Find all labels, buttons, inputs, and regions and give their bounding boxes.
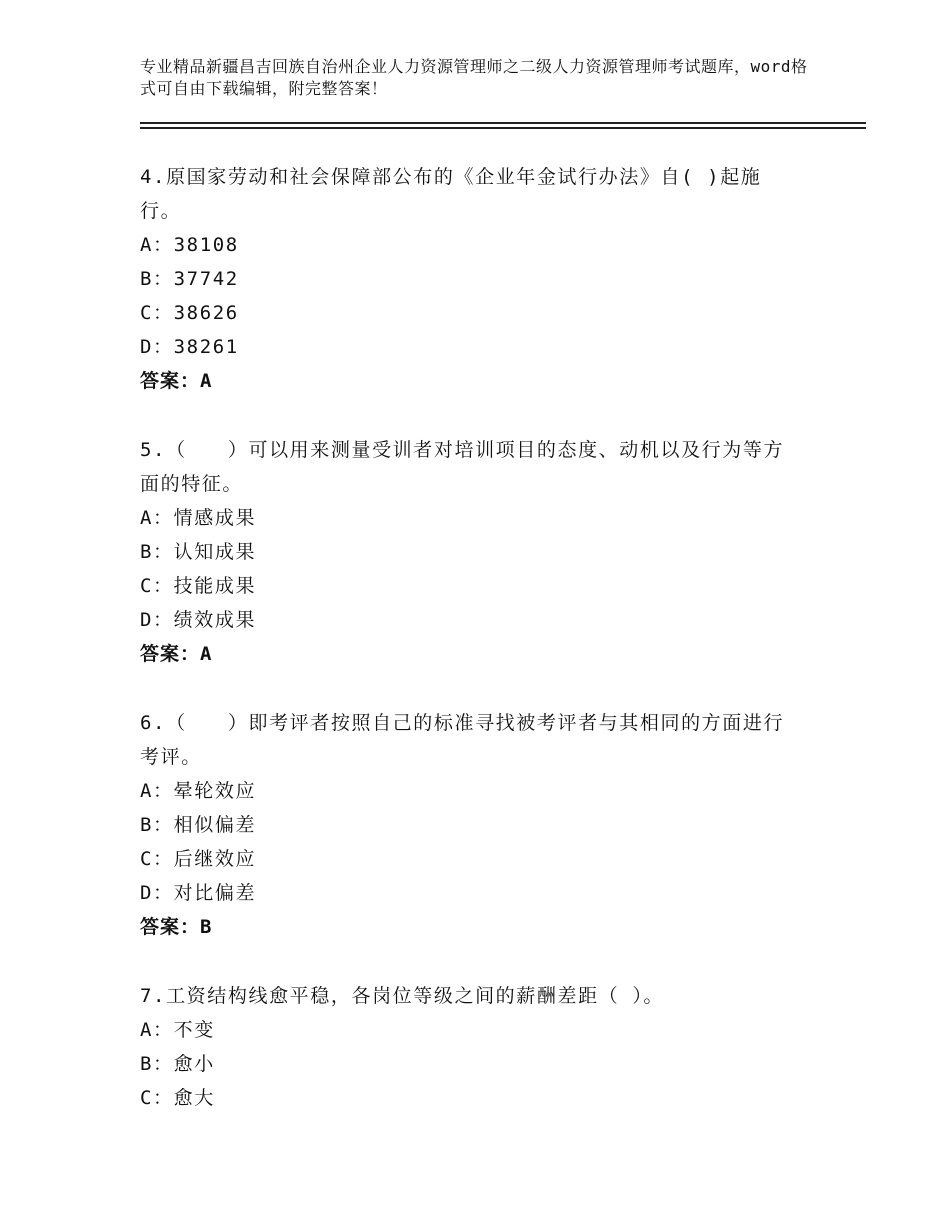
answer: 答案：A [140,643,213,665]
option-d: D：绩效成果 [140,609,257,631]
option-c: C：技能成果 [140,575,257,597]
question-7 [140,979,800,1115]
option-b: B：相似偏差 [140,814,257,836]
option-c: C：愈大 [140,1087,215,1109]
document-header [140,56,820,100]
answer: 答案：A [140,370,213,392]
option-a: A：晕轮效应 [140,780,257,802]
option-d: D：对比偏差 [140,882,257,904]
option-a: A：情感成果 [140,507,257,529]
option-b: B：认知成果 [140,541,257,563]
question-stem: 6.（ ）即考评者按照自己的标准寻找被考评者与其相同的方面进行考评。 [140,712,785,768]
option-b: B：37742 [140,268,239,290]
question-5 [140,433,800,671]
option-a: A：不变 [140,1019,215,1041]
option-c: C：后继效应 [140,848,257,870]
option-d: D：38261 [140,336,239,358]
question-4 [140,160,800,398]
question-stem: 5.（ ）可以用来测量受训者对培训项目的态度、动机以及行为等方面的特征。 [140,439,785,495]
answer: 答案：B [140,916,213,938]
question-stem: 7.工资结构线愈平稳，各岗位等级之间的薪酬差距（ ）。 [140,985,665,1007]
question-stem: 4.原国家劳动和社会保障部公布的《企业年金试行办法》自( )起施行。 [140,166,762,222]
header-title: 专业精品新疆昌吉回族自治州企业人力资源管理师之二级人力资源管理师考试题库，word格式可自由下载编辑，附完整答案！ [140,57,808,98]
header-divider [140,127,866,129]
header-divider [140,122,866,124]
option-c: C：38626 [140,302,239,324]
option-a: A：38108 [140,234,239,256]
option-b: B：愈小 [140,1053,215,1075]
question-6 [140,706,800,944]
